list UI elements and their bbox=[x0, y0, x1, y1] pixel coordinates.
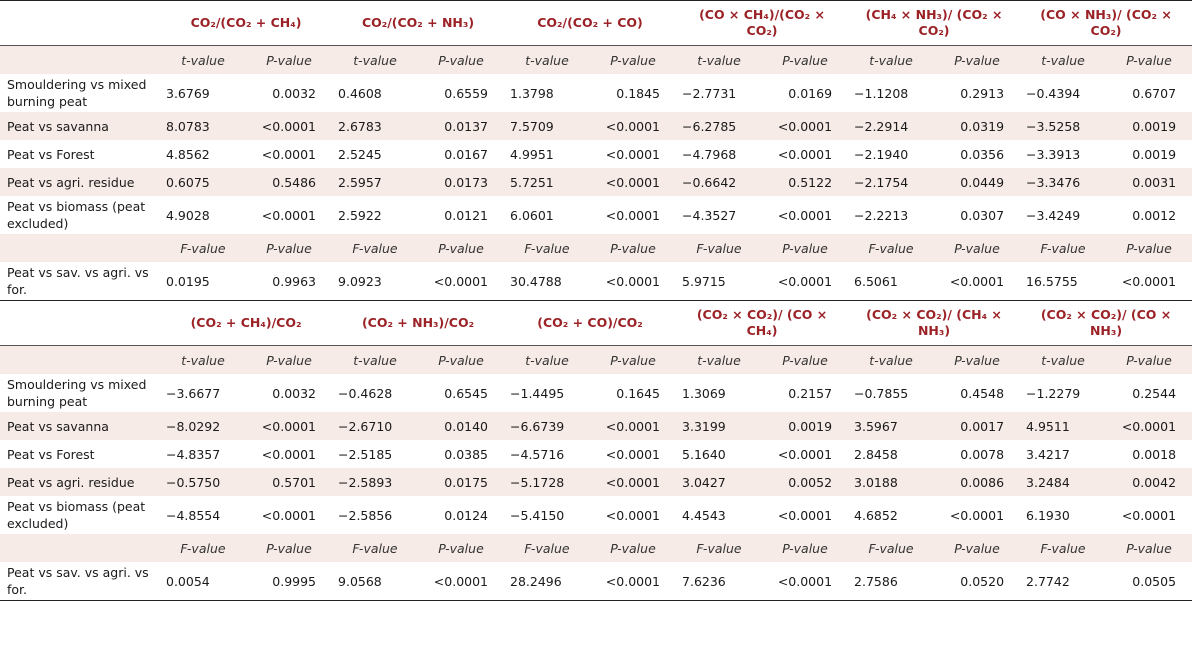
p-value-cell: <0.0001 bbox=[590, 168, 676, 196]
comparison-label: Peat vs sav. vs agri. vs for. bbox=[7, 265, 149, 297]
p-value-cell: <0.0001 bbox=[261, 446, 317, 462]
t-value-cell: −4.3527 bbox=[682, 207, 737, 223]
ratio-column-header: (CO × CH₄)/(CO₂ × CO₂) bbox=[676, 1, 848, 46]
t-value-cell: −3.3913 bbox=[1026, 146, 1081, 162]
p-value-label: P-value bbox=[1106, 346, 1192, 375]
p-value-cell: 0.0019 bbox=[1132, 146, 1177, 162]
t-value-cell: −1.1208 bbox=[854, 85, 909, 101]
p-value-cell: 0.1845 bbox=[616, 85, 661, 101]
p-value-cell: <0.0001 bbox=[246, 112, 332, 140]
p-value-label: P-value bbox=[934, 46, 1020, 75]
p-value-cell: <0.0001 bbox=[246, 412, 332, 440]
p-value-cell: 0.9995 bbox=[246, 562, 332, 601]
t-value-label: t-value bbox=[332, 46, 418, 75]
t-value-cell: −4.5716 bbox=[510, 446, 565, 462]
p-value-cell: <0.0001 bbox=[605, 446, 661, 462]
p-value-cell: <0.0001 bbox=[590, 412, 676, 440]
p-value-cell: 0.6707 bbox=[1132, 85, 1177, 101]
p-value-cell: 0.0121 bbox=[444, 207, 489, 223]
p-value-cell: 0.5701 bbox=[246, 468, 332, 496]
t-value-cell: 2.5922 bbox=[338, 207, 382, 223]
t-value-cell: 2.6783 bbox=[332, 112, 418, 140]
t-value-cell: −3.6677 bbox=[166, 385, 221, 401]
p-value-cell: 0.0031 bbox=[1106, 168, 1192, 196]
header-corner-cell bbox=[0, 1, 160, 46]
ratio-header-row bbox=[0, 1, 1192, 46]
t-value-cell: −5.4150 bbox=[510, 507, 565, 523]
p-value-cell: 0.6559 bbox=[444, 85, 489, 101]
p-value-cell: <0.0001 bbox=[1121, 507, 1177, 523]
p-value-label: P-value bbox=[762, 46, 848, 75]
p-value-cell: <0.0001 bbox=[433, 273, 489, 289]
p-value-cell: 0.0173 bbox=[418, 168, 504, 196]
t-value-cell: −2.5856 bbox=[338, 507, 393, 523]
t-value-label: t-value bbox=[160, 46, 246, 75]
t-value-label: t-value bbox=[504, 346, 590, 375]
t-value-label: t-value bbox=[676, 346, 762, 375]
subheader-corner-cell bbox=[0, 346, 160, 375]
ratio-column-header: (CH₄ × NH₃)/ (CO₂ × CO₂) bbox=[848, 1, 1020, 46]
subheader-corner-cell bbox=[0, 534, 160, 562]
comparison-label: Peat vs biomass (peat excluded) bbox=[7, 199, 146, 231]
p-value-cell: 0.0052 bbox=[762, 468, 848, 496]
p-value-cell: 0.0032 bbox=[272, 85, 317, 101]
p-value-cell: 0.0018 bbox=[1132, 446, 1177, 462]
ratio-column-header: (CO₂ + CH₄)/CO₂ bbox=[160, 301, 332, 346]
p-value-cell: <0.0001 bbox=[605, 507, 661, 523]
p-value-cell: 0.0019 bbox=[762, 412, 848, 440]
p-value-cell: <0.0001 bbox=[762, 112, 848, 140]
p-value-cell: 0.0078 bbox=[960, 446, 1005, 462]
f-value-label: F-value bbox=[160, 234, 246, 262]
statistic-subheader-row bbox=[0, 46, 1192, 75]
f-value-cell: 2.7586 bbox=[848, 562, 934, 601]
p-value-label: P-value bbox=[418, 346, 504, 375]
t-value-cell: 5.7251 bbox=[504, 168, 590, 196]
p-value-cell: 0.0356 bbox=[960, 146, 1005, 162]
table-row bbox=[0, 412, 1192, 440]
p-value-label: P-value bbox=[590, 534, 676, 562]
t-value-cell: 4.9511 bbox=[1020, 412, 1106, 440]
t-value-cell: 2.8458 bbox=[854, 446, 898, 462]
p-value-cell: <0.0001 bbox=[762, 562, 848, 601]
subheader-corner-cell bbox=[0, 234, 160, 262]
f-value-label: F-value bbox=[1020, 534, 1106, 562]
p-value-label: P-value bbox=[1106, 234, 1192, 262]
p-value-cell: 0.0017 bbox=[934, 412, 1020, 440]
statistic-subheader-row bbox=[0, 534, 1192, 562]
comparison-label: Peat vs savanna bbox=[0, 412, 160, 440]
t-value-cell: 6.1930 bbox=[1026, 507, 1070, 523]
t-value-cell: 0.6075 bbox=[160, 168, 246, 196]
p-value-cell: <0.0001 bbox=[605, 207, 661, 223]
comparison-label: Peat vs Forest bbox=[7, 146, 95, 162]
p-value-label: P-value bbox=[762, 346, 848, 375]
f-value-label: F-value bbox=[160, 534, 246, 562]
p-value-label: P-value bbox=[246, 534, 332, 562]
t-value-cell: −2.2914 bbox=[848, 112, 934, 140]
p-value-label: P-value bbox=[934, 234, 1020, 262]
p-value-cell: 0.2913 bbox=[960, 85, 1005, 101]
p-value-cell: 0.0307 bbox=[960, 207, 1005, 223]
f-value-cell: 9.0923 bbox=[338, 273, 382, 289]
p-value-label: P-value bbox=[762, 534, 848, 562]
p-value-cell: <0.0001 bbox=[1121, 273, 1177, 289]
p-value-cell: 0.0137 bbox=[418, 112, 504, 140]
p-value-cell: <0.0001 bbox=[605, 273, 661, 289]
f-value-cell: 7.6236 bbox=[676, 562, 762, 601]
comparison-label: Smouldering vs mixed burning peat bbox=[7, 377, 147, 409]
p-value-cell: <0.0001 bbox=[261, 207, 317, 223]
p-value-cell: <0.0001 bbox=[777, 273, 833, 289]
f-value-cell: 30.4788 bbox=[510, 273, 562, 289]
p-value-cell: 0.0012 bbox=[1132, 207, 1177, 223]
t-value-cell: 2.5957 bbox=[332, 168, 418, 196]
comparison-label: Peat vs agri. residue bbox=[0, 168, 160, 196]
p-value-cell: <0.0001 bbox=[949, 273, 1005, 289]
t-value-cell: 7.5709 bbox=[504, 112, 590, 140]
t-value-cell: 4.9028 bbox=[166, 207, 210, 223]
p-value-label: P-value bbox=[246, 46, 332, 75]
table-row bbox=[0, 140, 1192, 168]
t-value-cell: −0.4628 bbox=[338, 385, 393, 401]
p-value-cell: 0.0032 bbox=[272, 385, 317, 401]
p-value-cell: <0.0001 bbox=[590, 562, 676, 601]
t-value-cell: −2.5893 bbox=[332, 468, 418, 496]
t-value-label: t-value bbox=[332, 346, 418, 375]
t-value-cell: 8.0783 bbox=[160, 112, 246, 140]
ratio-column-header: CO₂/(CO₂ + CO) bbox=[504, 1, 676, 46]
table-row bbox=[0, 196, 1192, 234]
p-value-cell: <0.0001 bbox=[590, 468, 676, 496]
t-value-label: t-value bbox=[848, 346, 934, 375]
t-value-cell: 4.6852 bbox=[854, 507, 898, 523]
t-value-cell: −2.7731 bbox=[682, 85, 737, 101]
comparison-label: Peat vs sav. vs agri. vs for. bbox=[0, 562, 160, 601]
f-value-cell: 9.0568 bbox=[332, 562, 418, 601]
t-value-cell: −1.4495 bbox=[510, 385, 565, 401]
p-value-cell: <0.0001 bbox=[1106, 412, 1192, 440]
t-value-cell: 3.5967 bbox=[848, 412, 934, 440]
p-value-cell: <0.0001 bbox=[777, 507, 833, 523]
t-value-label: t-value bbox=[848, 46, 934, 75]
t-value-cell: −6.6739 bbox=[504, 412, 590, 440]
p-value-cell: 0.0086 bbox=[934, 468, 1020, 496]
p-value-cell: 0.5122 bbox=[762, 168, 848, 196]
table-row bbox=[0, 496, 1192, 534]
p-value-label: P-value bbox=[762, 234, 848, 262]
table-row bbox=[0, 562, 1192, 601]
t-value-cell: 3.0188 bbox=[848, 468, 934, 496]
p-value-label: P-value bbox=[246, 346, 332, 375]
t-value-cell: −2.5185 bbox=[338, 446, 393, 462]
f-value-cell: 5.9715 bbox=[682, 273, 726, 289]
f-value-cell: 0.0054 bbox=[160, 562, 246, 601]
comparison-label: Smouldering vs mixed burning peat bbox=[7, 77, 147, 109]
f-value-cell: 0.0195 bbox=[166, 273, 210, 289]
p-value-cell: 0.0169 bbox=[788, 85, 833, 101]
p-value-cell: 0.2157 bbox=[788, 385, 833, 401]
f-value-label: F-value bbox=[848, 534, 934, 562]
p-value-cell: 0.1645 bbox=[616, 385, 661, 401]
p-value-cell: <0.0001 bbox=[261, 146, 317, 162]
t-value-cell: −2.6710 bbox=[332, 412, 418, 440]
t-value-cell: −6.2785 bbox=[676, 112, 762, 140]
p-value-label: P-value bbox=[418, 46, 504, 75]
table-row bbox=[0, 440, 1192, 468]
p-value-cell: <0.0001 bbox=[777, 446, 833, 462]
p-value-label: P-value bbox=[590, 346, 676, 375]
p-value-cell: 0.0505 bbox=[1106, 562, 1192, 601]
ratio-column-header: (CO₂ × CO₂)/ (CH₄ × NH₃) bbox=[848, 301, 1020, 346]
p-value-cell: 0.9963 bbox=[272, 273, 317, 289]
header-corner-cell bbox=[0, 301, 160, 346]
t-value-label: t-value bbox=[504, 46, 590, 75]
p-value-cell: 0.0449 bbox=[934, 168, 1020, 196]
p-value-cell: <0.0001 bbox=[949, 507, 1005, 523]
t-value-cell: −3.3476 bbox=[1020, 168, 1106, 196]
t-value-cell: −4.8357 bbox=[166, 446, 221, 462]
ratio-column-header: (CO₂ × CO₂)/ (CO × NH₃) bbox=[1020, 301, 1192, 346]
subheader-corner-cell bbox=[0, 46, 160, 75]
t-value-cell: −0.6642 bbox=[676, 168, 762, 196]
p-value-label: P-value bbox=[590, 234, 676, 262]
ratio-column-header: CO₂/(CO₂ + NH₃) bbox=[332, 1, 504, 46]
p-value-cell: 0.0124 bbox=[444, 507, 489, 523]
f-value-label: F-value bbox=[676, 534, 762, 562]
f-value-label: F-value bbox=[504, 534, 590, 562]
f-value-label: F-value bbox=[676, 234, 762, 262]
p-value-cell: 0.2544 bbox=[1132, 385, 1177, 401]
t-value-cell: −3.4249 bbox=[1026, 207, 1081, 223]
p-value-label: P-value bbox=[934, 534, 1020, 562]
p-value-cell: 0.0319 bbox=[934, 112, 1020, 140]
t-value-label: t-value bbox=[1020, 346, 1106, 375]
t-value-cell: −2.1940 bbox=[854, 146, 909, 162]
p-value-label: P-value bbox=[418, 534, 504, 562]
f-value-label: F-value bbox=[504, 234, 590, 262]
ratio-header-row bbox=[0, 301, 1192, 346]
p-value-label: P-value bbox=[1106, 534, 1192, 562]
t-value-cell: 0.4608 bbox=[338, 85, 382, 101]
t-value-cell: 4.9951 bbox=[510, 146, 554, 162]
p-value-label: P-value bbox=[418, 234, 504, 262]
p-value-cell: 0.0042 bbox=[1106, 468, 1192, 496]
f-value-cell: 6.5061 bbox=[854, 273, 898, 289]
p-value-cell: 0.0140 bbox=[418, 412, 504, 440]
table-row bbox=[0, 374, 1192, 412]
comparison-label: Peat vs agri. residue bbox=[0, 468, 160, 496]
t-value-cell: 1.3798 bbox=[510, 85, 554, 101]
t-value-cell: −8.0292 bbox=[160, 412, 246, 440]
p-value-cell: <0.0001 bbox=[261, 507, 317, 523]
table-row bbox=[0, 74, 1192, 112]
f-value-label: F-value bbox=[1020, 234, 1106, 262]
f-value-label: F-value bbox=[332, 234, 418, 262]
p-value-label: P-value bbox=[1106, 46, 1192, 75]
t-value-label: t-value bbox=[160, 346, 246, 375]
f-value-label: F-value bbox=[848, 234, 934, 262]
t-value-cell: −2.1754 bbox=[848, 168, 934, 196]
statistics-table-body bbox=[0, 1, 1192, 601]
table-row bbox=[0, 262, 1192, 301]
f-value-cell: 16.5755 bbox=[1026, 273, 1078, 289]
t-value-cell: −0.4394 bbox=[1026, 85, 1081, 101]
f-value-cell: 2.7742 bbox=[1020, 562, 1106, 601]
p-value-cell: <0.0001 bbox=[418, 562, 504, 601]
t-value-cell: −0.5750 bbox=[160, 468, 246, 496]
t-value-cell: 3.3199 bbox=[676, 412, 762, 440]
p-value-cell: 0.0385 bbox=[444, 446, 489, 462]
ratio-column-header: (CO₂ × CO₂)/ (CO × CH₄) bbox=[676, 301, 848, 346]
ratio-column-header: (CO × NH₃)/ (CO₂ × CO₂) bbox=[1020, 1, 1192, 46]
f-value-label: F-value bbox=[332, 534, 418, 562]
p-value-label: P-value bbox=[590, 46, 676, 75]
table-row bbox=[0, 168, 1192, 196]
t-value-cell: 1.3069 bbox=[682, 385, 726, 401]
t-value-cell: 6.0601 bbox=[510, 207, 554, 223]
p-value-cell: <0.0001 bbox=[777, 207, 833, 223]
t-value-cell: 5.1640 bbox=[682, 446, 726, 462]
p-value-cell: 0.0167 bbox=[444, 146, 489, 162]
t-value-cell: 2.5245 bbox=[338, 146, 382, 162]
p-value-cell: 0.0175 bbox=[418, 468, 504, 496]
f-value-cell: 28.2496 bbox=[504, 562, 590, 601]
t-value-cell: 3.0427 bbox=[676, 468, 762, 496]
comparison-label: Peat vs savanna bbox=[0, 112, 160, 140]
t-value-cell: 3.6769 bbox=[166, 85, 210, 101]
t-value-cell: 4.8562 bbox=[166, 146, 210, 162]
table-row bbox=[0, 468, 1192, 496]
p-value-cell: 0.0019 bbox=[1106, 112, 1192, 140]
t-value-cell: −3.5258 bbox=[1020, 112, 1106, 140]
t-value-label: t-value bbox=[1020, 46, 1106, 75]
p-value-cell: <0.0001 bbox=[605, 146, 661, 162]
p-value-cell: 0.6545 bbox=[444, 385, 489, 401]
p-value-cell: 0.5486 bbox=[246, 168, 332, 196]
statistic-subheader-row bbox=[0, 346, 1192, 375]
statistic-subheader-row bbox=[0, 234, 1192, 262]
table-row bbox=[0, 112, 1192, 140]
comparison-label: Peat vs biomass (peat excluded) bbox=[7, 499, 146, 531]
p-value-cell: <0.0001 bbox=[590, 112, 676, 140]
t-value-cell: −5.1728 bbox=[504, 468, 590, 496]
ratio-column-header: (CO₂ + CO)/CO₂ bbox=[504, 301, 676, 346]
t-value-cell: 3.2484 bbox=[1020, 468, 1106, 496]
comparison-label: Peat vs Forest bbox=[7, 446, 95, 462]
p-value-label: P-value bbox=[934, 346, 1020, 375]
t-value-cell: −0.7855 bbox=[854, 385, 909, 401]
t-value-cell: 3.4217 bbox=[1026, 446, 1070, 462]
p-value-cell: 0.4548 bbox=[960, 385, 1005, 401]
t-value-cell: 4.4543 bbox=[682, 507, 726, 523]
p-value-cell: <0.0001 bbox=[777, 146, 833, 162]
ratio-column-header: (CO₂ + NH₃)/CO₂ bbox=[332, 301, 504, 346]
t-value-cell: −1.2279 bbox=[1026, 385, 1081, 401]
t-value-cell: −2.2213 bbox=[854, 207, 909, 223]
ratio-column-header: CO₂/(CO₂ + CH₄) bbox=[160, 1, 332, 46]
t-value-cell: −4.7968 bbox=[682, 146, 737, 162]
p-value-label: P-value bbox=[246, 234, 332, 262]
t-value-cell: −4.8554 bbox=[166, 507, 221, 523]
p-value-cell: 0.0520 bbox=[934, 562, 1020, 601]
t-value-label: t-value bbox=[676, 46, 762, 75]
